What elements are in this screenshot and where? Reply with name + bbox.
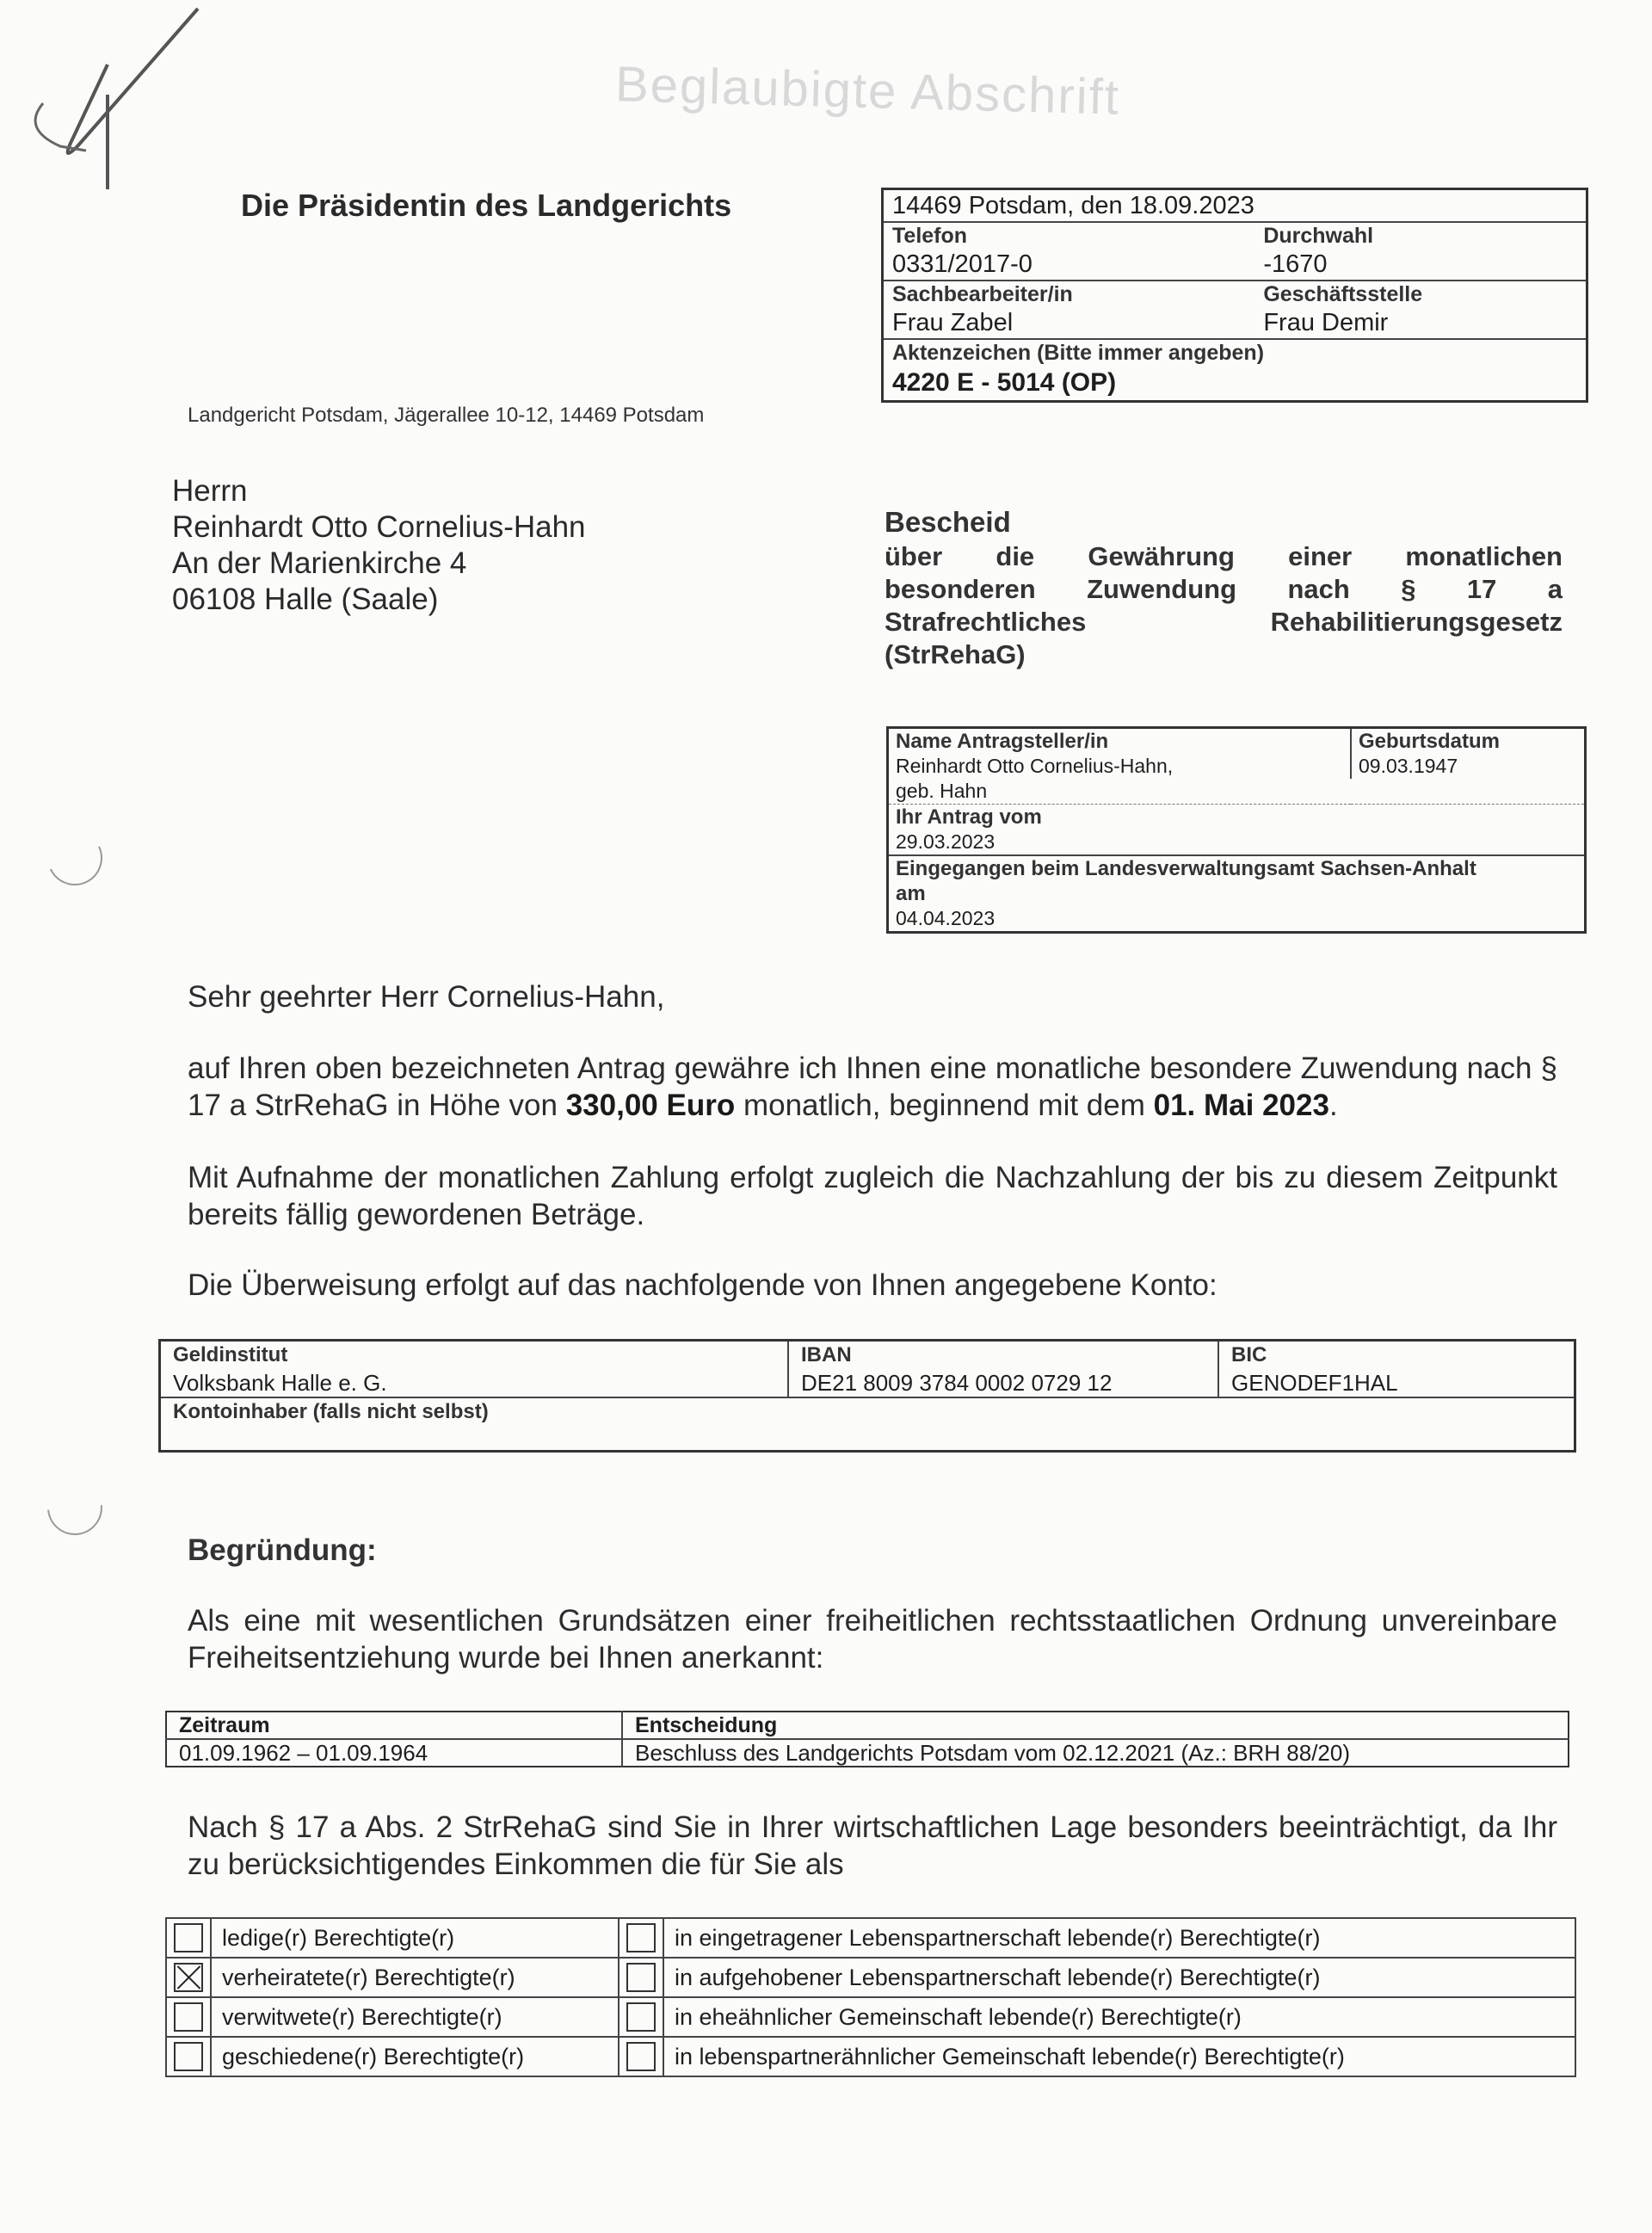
grant-text: auf Ihren oben bezeichneten Antrag gewähre ich Ihnen eine monatliche besondere Zuwendung nach § 17 a StrRehaG in Höhe von xyxy=(188,1052,1557,1122)
certified-copy-stamp: Beglaubigte Abschrift xyxy=(614,56,1121,126)
recipient-city: 06108 Halle (Saale) xyxy=(172,583,439,616)
received-date: 04.04.2023 xyxy=(896,907,996,929)
period-value: 01.09.1962 – 01.09.1964 xyxy=(166,1739,622,1767)
status-option-label: verheiratete(r) Berechtigte(r) xyxy=(211,1958,619,1997)
marital-status-table xyxy=(165,1917,1576,2077)
sachbearbeiter-label: Sachbearbeiter/in xyxy=(892,282,1073,306)
status-checkbox[interactable] xyxy=(626,1963,656,1992)
status-option-label: in eheähnlicher Gemeinschaft lebende(r) Berechtigte(r) xyxy=(663,1997,1575,2037)
status-option-label: verwitwete(r) Berechtigte(r) xyxy=(211,1997,619,2037)
paragraph-grant xyxy=(188,1050,1557,1124)
status-option-label: geschiedene(r) Berechtigte(r) xyxy=(211,2037,619,2076)
application-date: 29.03.2023 xyxy=(888,830,1586,855)
place-date: 14469 Potsdam, den 18.09.2023 xyxy=(883,189,1587,223)
iban-value: DE21 8009 3784 0002 0729 12 xyxy=(788,1369,1218,1397)
applicant-name: Reinhardt Otto Cornelius-Hahn, xyxy=(888,754,1352,779)
status-checkbox-cell xyxy=(166,2037,211,2076)
paragraph-backpay: Mit Aufnahme der monatlichen Zahlung erfolgt zugleich die Nachzahlung der bis zu diesem Zeitpunkt bereits fällig gewordenen Beträge. xyxy=(188,1161,1557,1231)
grant-period: . xyxy=(1328,1089,1338,1122)
paper-clip-icon xyxy=(26,0,215,198)
subject-line: Strafrechtliches Rehabilitierungsgesetz xyxy=(885,607,1563,637)
bank-institute-label: Geldinstitut xyxy=(160,1341,789,1370)
recipient-street: An der Marienkirche 4 xyxy=(172,546,467,580)
durchwahl-value: -1670 xyxy=(1254,249,1587,281)
bank-account-table xyxy=(158,1339,1576,1453)
grant-start-date: 01. Mai 2023 xyxy=(1153,1089,1329,1122)
recipient-name: Reinhardt Otto Cornelius-Hahn xyxy=(172,510,586,544)
marital-status-row xyxy=(166,1918,1575,1958)
decision-column-header: Entscheidung xyxy=(622,1712,1569,1739)
account-holder-label: Kontoinhaber (falls nicht selbst) xyxy=(173,1400,489,1423)
geschaeftsstelle-label: Geschäftsstelle xyxy=(1263,282,1423,306)
paragraph-transfer: Die Überweisung erfolgt auf das nachfolgende von Ihnen angegebene Konto: xyxy=(188,1268,1217,1302)
marital-status-rows xyxy=(166,1918,1575,2076)
decision-table xyxy=(165,1711,1569,1767)
status-checkbox[interactable] xyxy=(174,2042,203,2071)
marital-status-row xyxy=(166,2037,1575,2076)
subject-line: über die Gewährung einer monatlichen xyxy=(885,541,1563,571)
received-label-am: am xyxy=(896,882,926,905)
bic-value: GENODEF1HAL xyxy=(1218,1369,1575,1397)
telefon-value: 0331/2017-0 xyxy=(883,249,1255,281)
recipient-salutation: Herrn xyxy=(172,474,248,508)
period-column-header: Zeitraum xyxy=(166,1712,622,1739)
status-checkbox[interactable] xyxy=(174,1963,203,1992)
status-checkbox[interactable] xyxy=(626,2002,656,2032)
status-checkbox-cell xyxy=(619,1918,663,1958)
aktenzeichen-value: 4220 E - 5014 (OP) xyxy=(892,368,1117,397)
status-checkbox-cell xyxy=(166,1997,211,2037)
grant-amount: 330,00 Euro xyxy=(565,1089,736,1122)
status-checkbox-cell xyxy=(166,1918,211,1958)
status-checkbox-cell xyxy=(619,1958,663,1997)
sender-title: Die Präsidentin des Landgerichts xyxy=(241,188,732,223)
marital-status-row xyxy=(166,1958,1575,1997)
recipient-address xyxy=(172,473,586,618)
paragraph-income: Nach § 17 a Abs. 2 StrRehaG sind Sie in Ihrer wirtschaftlichen Lage besonders beeinträchtigt, da Ihr zu berücksichtigendes Einkommen die für Sie als xyxy=(188,1810,1557,1881)
subject-text xyxy=(885,540,1563,671)
geschaeftsstelle-value: Frau Demir xyxy=(1263,309,1389,336)
subject-line: besonderen Zuwendung nach § 17 a xyxy=(885,574,1563,604)
status-checkbox-cell xyxy=(619,2037,663,2076)
durchwahl-label: Durchwahl xyxy=(1263,224,1374,248)
punch-hole-mark xyxy=(40,823,110,893)
status-checkbox-cell xyxy=(619,1997,663,2037)
received-label: Eingegangen beim Landesverwaltungsamt Sachsen-Anhalt xyxy=(896,857,1476,880)
status-checkbox[interactable] xyxy=(174,1923,203,1952)
subject-heading: Bescheid xyxy=(885,506,1011,538)
subject-line: (StrRehaG) xyxy=(885,639,1026,669)
status-checkbox[interactable] xyxy=(626,2042,656,2071)
sachbearbeiter-value: Frau Zabel xyxy=(892,309,1014,336)
status-checkbox[interactable] xyxy=(626,1923,656,1952)
grant-text-2: monatlich, beginnend mit dem xyxy=(743,1089,1145,1122)
status-checkbox-cell xyxy=(166,1958,211,1997)
return-address: Landgericht Potsdam, Jägerallee 10-12, 14469 Potsdam xyxy=(188,404,705,427)
aktenzeichen-label: Aktenzeichen (Bitte immer angeben) xyxy=(883,339,1587,366)
reasoning-heading: Begründung: xyxy=(188,1533,377,1567)
status-option-label: ledige(r) Berechtigte(r) xyxy=(211,1918,619,1958)
applicant-name-label: Name Antragsteller/in xyxy=(888,728,1352,755)
application-date-label: Ihr Antrag vom xyxy=(896,805,1042,829)
applicant-birth-name: geb. Hahn xyxy=(888,779,1586,805)
iban-label: IBAN xyxy=(788,1341,1218,1370)
status-checkbox[interactable] xyxy=(174,2002,203,2032)
status-option-label: in eingetragener Lebenspartnerschaft lebende(r) Berechtigte(r) xyxy=(663,1918,1575,1958)
status-option-label: in aufgehobener Lebenspartnerschaft lebende(r) Berechtigte(r) xyxy=(663,1958,1575,1997)
applicant-info-box xyxy=(886,726,1587,934)
paragraph-recognition: Als eine mit wesentlichen Grundsätzen einer freiheitlichen rechtsstaatlichen Ordnung unvereinbare Freiheitsentziehung wurde bei Ihnen anerkannt: xyxy=(188,1604,1557,1675)
bank-institute: Volksbank Halle e. G. xyxy=(160,1369,789,1397)
bic-label: BIC xyxy=(1231,1343,1267,1366)
status-option-label: in lebenspartnerähnlicher Gemeinschaft lebende(r) Berechtigte(r) xyxy=(663,2037,1575,2076)
greeting: Sehr geehrter Herr Cornelius-Hahn, xyxy=(188,980,665,1014)
header-info-box xyxy=(881,188,1588,403)
punch-hole-mark xyxy=(36,1469,114,1546)
birth-date-label: Geburtsdatum xyxy=(1359,730,1501,753)
marital-status-row xyxy=(166,1997,1575,2037)
telefon-label: Telefon xyxy=(892,224,968,248)
decision-value: Beschluss des Landgerichts Potsdam vom 02.12.2021 (Az.: BRH 88/20) xyxy=(635,1740,1350,1766)
birth-date: 09.03.1947 xyxy=(1359,755,1458,777)
